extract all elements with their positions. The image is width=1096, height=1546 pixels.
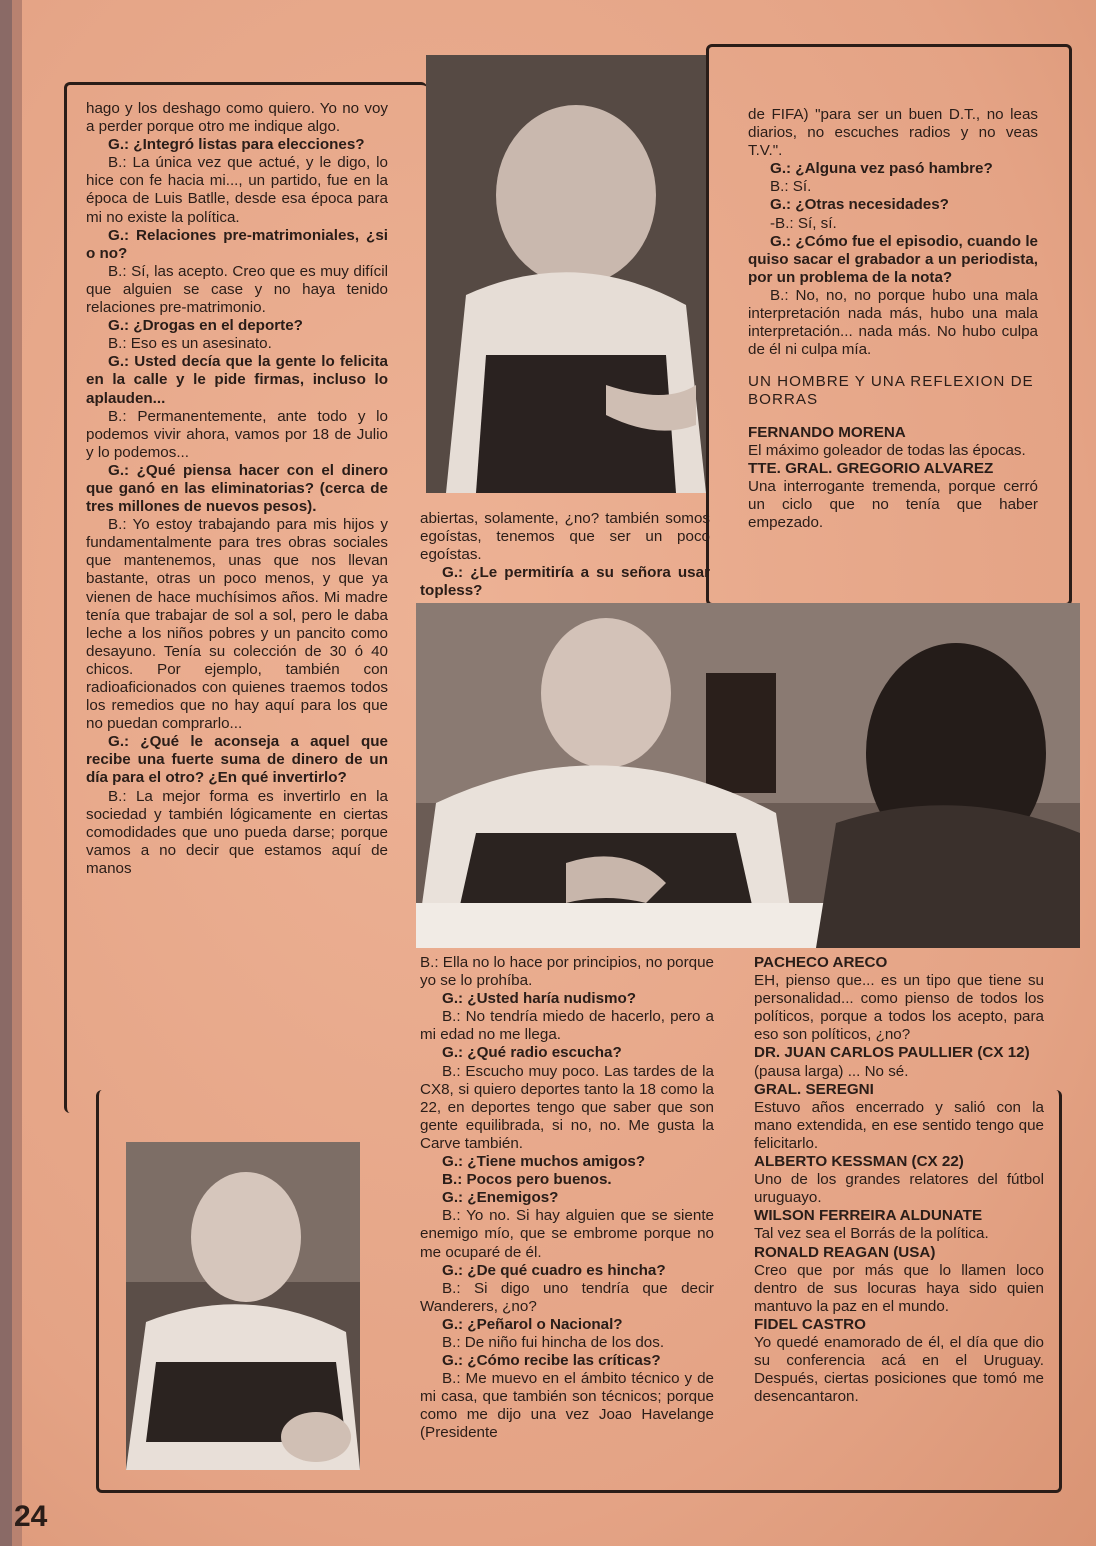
interview-question: G.: ¿Qué piensa hacer con el dinero que ganó en las eliminatorias? (cerca de tres millones de nuevos pesos). [86, 461, 388, 516]
page-binding-shadow [12, 0, 22, 1546]
interview-paragraph: B.: Me muevo en el ámbito técnico y de mi casa, que también son técnicos; porque como me dijo una vez Joao Havelange (Presidente [420, 1370, 714, 1442]
interview-paragraph: B.: No tendría miedo de hacerlo, pero a mi edad no me llega. [420, 1008, 714, 1044]
reflection-name: RONALD REAGAN (USA) [754, 1243, 936, 1261]
interview-question: G.: Usted decía que la gente lo felicita en la calle y le pide firmas, incluso lo aplauden... [86, 353, 388, 407]
interview-paragraph: B.: Escucho muy poco. Las tardes de la CX8, si quiero deportes tanto la 18 como la 22, en deportes tengo que saber que son gente equilibrada, si no, no. Me gusta la Carve también. [420, 1062, 714, 1152]
interview-paragraph: B.: Ella no lo hace por principios, no porque yo se lo prohíba. [420, 954, 714, 990]
reflection-name: FIDEL CASTRO [754, 1315, 866, 1333]
interview-paragraph: B.: Sí, las acepto. Creo que es muy difícil que alguien se case y no haya tenido relaciones pre-matrimonio. [86, 262, 388, 317]
interview-paragraph: Creo que por más que lo llamen loco dentro de sus locuras haya sido quien mantuvo la paz en el mundo. [754, 1261, 1044, 1315]
section-heading: UN HOMBRE Y UNA REFLEXION DE BORRAS [748, 373, 1034, 409]
interview-question: G.: ¿Otras necesidades? [770, 196, 949, 214]
interview-paragraph: de FIFA) "para ser un buen D.T., no leas diarios, no escuches radios y no veas T.V.". [748, 106, 1038, 160]
interview-paragraph: Estuvo años encerrado y salió con la mano extendida, en ese sentido tengo que felicitarlo. [754, 1098, 1044, 1152]
interview-paragraph: B.: La mejor forma es invertirlo en la sociedad y también lógicamente en ciertas comodidades que uno pueda darse; porque vamos a no decir que estamos aquí de manos [86, 787, 388, 877]
interview-paragraph: B.: Sí. [770, 178, 812, 196]
interview-question: G.: ¿Peñarol o Nacional? [442, 1315, 623, 1333]
interview-question: G.: ¿Enemigos? [442, 1189, 559, 1207]
reflection-name: PACHECO ARECO [754, 954, 888, 971]
interview-paragraph: B.: No, no, no porque hubo una mala interpretación nada más, hubo una mala interpretación... nada más. No hubo culpa de él ni culpa mía. [748, 286, 1038, 359]
interview-paragraph: Uno de los grandes relatores del fútbol uruguayo. [754, 1171, 1044, 1207]
interview-paragraph: B.: Si digo uno tendría que decir Wanderers, ¿no? [420, 1279, 714, 1315]
column-right-top [748, 106, 1038, 532]
reflection-name: DR. JUAN CARLOS PAULLIER (CX 12) [754, 1044, 1030, 1062]
interview-question: G.: ¿De qué cuadro es hincha? [442, 1261, 666, 1279]
interview-paragraph: B.: La única vez que actué, y le digo, lo hice con fe hacia mi..., un partido, fue en la época de Luis Batlle, desde esa época para mi no existe la política. [86, 154, 388, 226]
interview-question: G.: ¿Cómo recibe las críticas? [442, 1352, 661, 1370]
reflection-name: FERNANDO MORENA [748, 423, 906, 441]
interview-paragraph: Yo quedé enamorado de él, el día que dio su conferencia acá en el Uruguay. Después, ciertas posiciones que tomó me desencantaron. [754, 1333, 1044, 1406]
interview-question: G.: ¿Tiene muchos amigos? [442, 1153, 646, 1171]
interview-question: G.: ¿Usted haría nudismo? [442, 990, 637, 1008]
photo-borras-interview-image [416, 603, 1080, 948]
reflection-name: ALBERTO KESSMAN (CX 22) [754, 1153, 964, 1171]
column-left-interview [86, 100, 388, 878]
photo-borras-interview [416, 603, 1080, 948]
interview-question: G.: ¿Qué radio escucha? [442, 1044, 622, 1062]
page-binding-edge [0, 0, 12, 1546]
interview-paragraph: B.: Eso es un asesinato. [108, 335, 272, 353]
interview-paragraph: B.: Yo no. Si hay alguien que se siente enemigo mío, que se embrome porque no me ocuparé de él. [420, 1207, 714, 1261]
interview-paragraph: B.: Permanentemente, ante todo y lo podemos vivir ahora, vamos por 18 de Julio y lo podemos... [86, 407, 388, 461]
interview-paragraph: Una interrogante tremenda, porque cerró un ciclo que no tenía que haber empezado. [748, 477, 1038, 531]
interview-paragraph: abiertas, solamente, ¿no? también somos egoístas, tenemos que ser un poco egoístas. [420, 510, 710, 564]
interview-question: B.: Pocos pero buenos. [442, 1171, 612, 1189]
interview-question: G.: ¿Integró listas para elecciones? [108, 136, 365, 154]
interview-question: G.: Relaciones pre-matrimoniales, ¿si o no? [86, 226, 388, 262]
interview-question: G.: ¿Qué le aconseja a aquel que recibe una fuerte suma de dinero de un día para el otro? ¿En qué invertirlo? [86, 733, 388, 787]
interview-question: G.: ¿Cómo fue el episodio, cuando le quiso sacar el grabador a un periodista, por un problema de la nota? [748, 232, 1038, 286]
reflection-name: TTE. GRAL. GREGORIO ALVAREZ [748, 459, 994, 477]
photo-borras-profile [426, 55, 706, 493]
photo-borras-profile-image [426, 55, 706, 493]
interview-question: G.: ¿Alguna vez pasó hambre? [770, 160, 993, 178]
interview-paragraph: B.: Yo estoy trabajando para mis hijos y fundamentalmente para tres obras sociales que mantenemos, unas que nos llevan bastante, otras un poco menos, y que ya vienen de hace muchísimos años. Mi madre tenía que trabajar de sol a sol, pero le daba leche a los niños pobres y un pancito como desayuno. Tenía su colección de 30 ó 40 chicos. Por ejemplo, también con radioaficionados con quienes traemos todos los remedios que no hay aquí para los que no puedan comprarlo... [86, 516, 388, 733]
interview-question: G.: ¿Le permitiría a su señora usar topless? [420, 564, 710, 600]
interview-paragraph: El máximo goleador de todas las épocas. [748, 441, 1026, 459]
photo-borras-gesturing [126, 1142, 360, 1470]
interview-paragraph: hago y los deshago como quiero. Yo no voy a perder porque otro me indique algo. [86, 100, 388, 136]
interview-paragraph: -B.: Sí, sí. [770, 214, 837, 232]
interview-question: G.: ¿Drogas en el deporte? [108, 317, 303, 335]
interview-paragraph: B.: De niño fui hincha de los dos. [442, 1333, 665, 1351]
photo-borras-gesturing-image [126, 1142, 360, 1470]
interview-paragraph: (pausa larga) ... No sé. [754, 1062, 909, 1080]
column-center-bottom [420, 954, 714, 1443]
column-center-top [420, 510, 710, 600]
interview-paragraph: Tal vez sea el Borrás de la política. [754, 1225, 989, 1243]
reflection-name: WILSON FERREIRA ALDUNATE [754, 1207, 983, 1225]
reflection-name: GRAL. SEREGNI [754, 1080, 874, 1098]
column-right-bottom [754, 954, 1044, 1406]
interview-paragraph: EH, pienso que... es un tipo que tiene su personalidad... como pienso de todos los políticos, porque a todos los acepto, para eso son políticos, ¿no? [754, 972, 1044, 1044]
page-number: 24 [14, 1500, 48, 1533]
